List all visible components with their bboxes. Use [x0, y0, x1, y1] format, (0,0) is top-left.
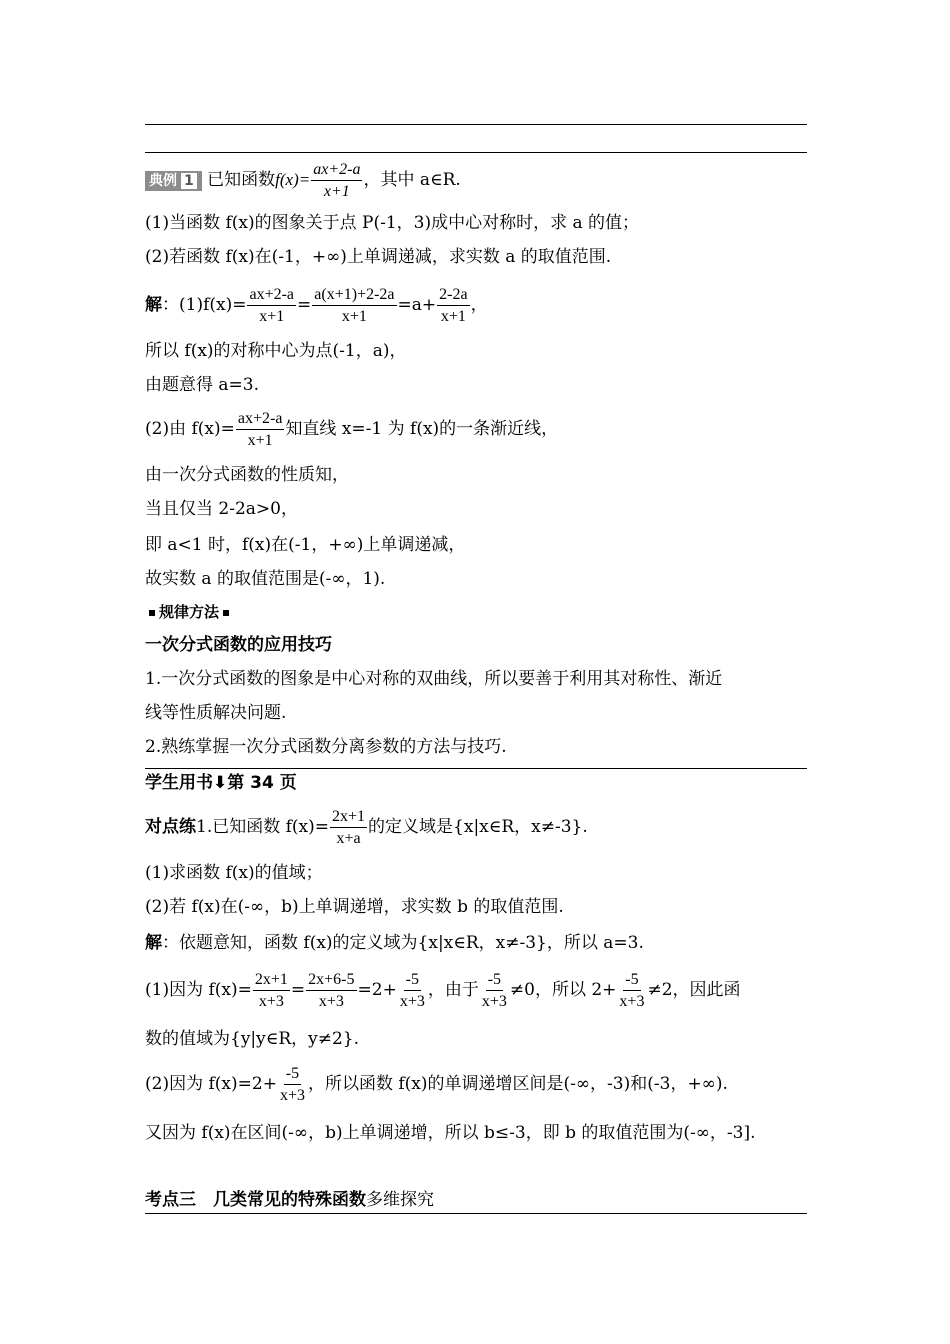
practice-question-1: (1)求函数 f(x)的值域； [145, 863, 323, 883]
solution-2-line-4: (2)因为 f(x)=2+ $\frac{-5}{x+3}$ ，所以函数 f(x)的单调递增区间是(-∞，-3)和(-3，+∞). [145, 1065, 728, 1104]
solution-2-line-1: 解：依题意知，函数 f(x)的定义域为{x|x∈R，x≠-3}，所以 a=3. [145, 933, 644, 953]
solution-2-line-3: 数的值域为{y|y∈R，y≠2}. [145, 1029, 360, 1049]
method-title: 一次分式函数的应用技巧 [145, 635, 332, 655]
solution-1-line-2: 所以 f(x)的对称中心为点(-1，a)， [145, 341, 407, 361]
section-heading-rule [145, 1213, 807, 1214]
method-point-1-cont: 线等性质解决问题. [145, 703, 287, 723]
solution-1-line-4: (2)由 f(x)= $\frac{ax+2-a}{x+1}$ 知直线 x=-1 为 f(x)的一条渐近线， [145, 410, 559, 449]
example-badge: 典例 1 [145, 171, 202, 191]
document-page [145, 0, 807, 1344]
solution-1-line-5: 由一次分式函数的性质知， [145, 465, 349, 485]
example-1-question-1: (1)当函数 f(x)的图象关于点 P(-1，3)成中心对称时，求 a 的值； [145, 213, 640, 233]
method-point-2: 2.熟练掌握一次分式函数分离参数的方法与技巧. [145, 737, 507, 757]
solution-1-line-3: 由题意得 a=3. [145, 375, 260, 395]
practice-question-2: (2)若 f(x)在(-∞，b)上单调递增，求实数 b 的取值范围. [145, 897, 564, 917]
practice-statement: 对点练1.已知函数 f(x)= $\frac{2x+1}{x+a}$ 的定义域是{x|x∈R，x≠-3}. [145, 808, 588, 847]
square-bullet-icon [149, 610, 155, 616]
solution-1-line-6: 当且仅当 2-2a>0， [145, 499, 298, 519]
section-rule [145, 152, 807, 153]
divider-rule [145, 768, 807, 769]
square-bullet-icon [223, 610, 229, 616]
fraction: $\frac{ax+2-a}{x+1}$ [313, 161, 361, 200]
solution-1-line-1: 解：(1)f(x)= $\frac{ax+2-a}{x+1}$ = $\frac{a(x+1)+2-2a}{x+1}$ =a+ $\frac{2-2a}{x+1}$ ， [145, 286, 488, 325]
student-book-ref: 学生用书⬇第 34 页 [145, 773, 297, 793]
section-heading: 考点三 几类常见的特殊函数多维探究 [145, 1190, 434, 1210]
solution-1-line-7: 即 a<1 时，f(x)在(-1，+∞)上单调递减， [145, 535, 466, 555]
download-arrow-icon: ⬇ [213, 773, 228, 793]
solution-2-line-5: 又因为 f(x)在区间(-∞，b)上单调递增，所以 b≤-3，即 b 的取值范围为(-∞，-3]. [145, 1123, 756, 1143]
method-point-1: 1.一次分式函数的图象是中心对称的双曲线，所以要善于利用其对称性、渐近 [145, 669, 723, 689]
solution-1-line-8: 故实数 a 的取值范围是(-∞，1). [145, 569, 386, 589]
solution-2-line-2: (1)因为 f(x)= $\frac{2x+1}{x+3}$ = $\frac{2x+6-5}{x+3}$ =2+ $\frac{-5}{x+3}$ ，由于 $\frac{-5}{x+3}$ ≠0，所以 2+ $\frac{-5}{x+3}$ ≠2，因此函 [145, 971, 741, 1010]
header-rule [145, 124, 807, 125]
method-heading: 规律方法 [145, 600, 233, 624]
example-1-question-2: (2)若函数 f(x)在(-1，+∞)上单调递减，求实数 a 的取值范围. [145, 247, 612, 267]
example-1-statement: 典例 1 已知函数f(x)= $\frac{ax+2-a}{x+1}$ ，其中 a∈R. [145, 160, 461, 201]
